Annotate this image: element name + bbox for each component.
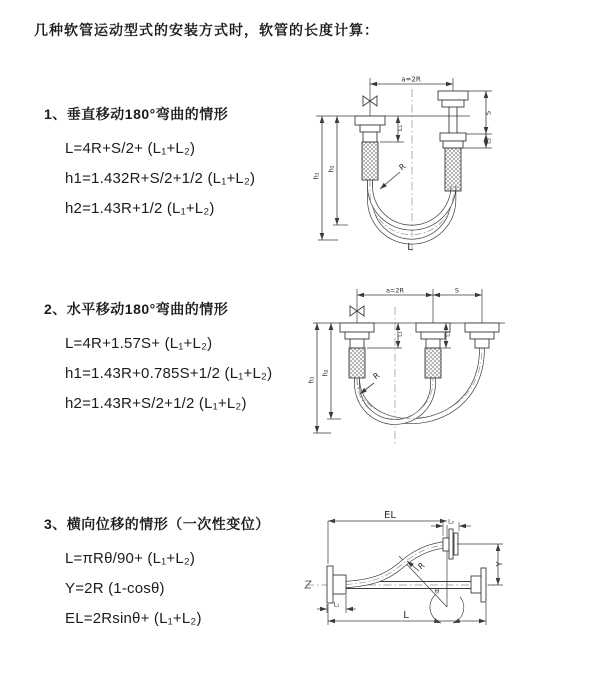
formula-EL: EL=2Rsinθ+ (L₁+L₂) bbox=[65, 610, 202, 627]
formula-L: L=πRθ/90+ (L₁+L₂) bbox=[65, 550, 196, 567]
radius-leader bbox=[380, 172, 400, 189]
right-pipe bbox=[449, 107, 457, 133]
middle-braid-section bbox=[425, 348, 441, 378]
formula-h1: h1=1.432R+S/2+1/2 (L₁+L₂) bbox=[65, 170, 256, 187]
top-fitting bbox=[443, 529, 458, 559]
section-1-heading: 1、垂直移动180°弯曲的情形 bbox=[44, 106, 229, 122]
formula-h2: h2=1.43R+S/2+1/2 (L₁+L₂) bbox=[65, 395, 247, 412]
radius-leader bbox=[360, 383, 374, 394]
right-fitting-lower bbox=[440, 133, 466, 148]
dim-label-h1: h₁ bbox=[312, 172, 321, 180]
centerline-break-mark bbox=[305, 581, 311, 588]
dim-label-y: Y bbox=[495, 561, 504, 567]
dim-label-h2: h₂ bbox=[321, 369, 330, 377]
section-3-heading: 3、横向位移的情形（一次性变位） bbox=[44, 516, 270, 532]
right-fitting bbox=[438, 91, 468, 107]
length-label: L bbox=[407, 242, 413, 253]
dim-label-l2: L₂ bbox=[444, 331, 452, 337]
radius-label: R bbox=[397, 161, 408, 173]
dim-label-l2: L₂ bbox=[485, 138, 493, 144]
radius-label: R bbox=[416, 560, 427, 572]
angle-arc-right bbox=[453, 597, 464, 623]
left-fitting bbox=[340, 323, 374, 348]
dim-label-h2: h₂ bbox=[327, 165, 336, 173]
formula-h2: h2=1.43R+1/2 (L₁+L₂) bbox=[65, 200, 215, 217]
radius-label: R bbox=[371, 370, 382, 382]
dim-label-span: a=2R bbox=[385, 286, 405, 295]
dim-label-l1: L₁ bbox=[396, 331, 404, 337]
dim-label-s: S bbox=[484, 110, 493, 116]
section-vertical-movement bbox=[44, 104, 344, 224]
length-label: L bbox=[403, 610, 409, 621]
hose-displaced-position bbox=[346, 545, 443, 585]
diagram-horizontal-180-bend bbox=[303, 281, 568, 456]
formula-h1: h1=1.43R+0.785S+1/2 (L₁+L₂) bbox=[65, 365, 273, 382]
right-fitting bbox=[471, 568, 486, 602]
right-fitting bbox=[465, 323, 499, 348]
formula-Y: Y=2R (1-cosθ) bbox=[65, 580, 165, 597]
left-fitting bbox=[327, 566, 346, 603]
diagram-lateral-displacement bbox=[298, 498, 598, 643]
dim-label-el: EL bbox=[384, 510, 396, 521]
dim-label-span: a=2R bbox=[401, 75, 421, 84]
extension-lines-top bbox=[357, 286, 482, 323]
angle-label: θ bbox=[434, 587, 440, 596]
formula-L: L=4R+1.57S+ (L₁+L₂) bbox=[65, 335, 213, 352]
right-braid-section bbox=[445, 148, 461, 191]
left-braid-section bbox=[362, 142, 378, 180]
dim-label-l1: L₁ bbox=[396, 124, 404, 132]
left-braid-section bbox=[349, 348, 365, 378]
left-fitting bbox=[355, 116, 385, 142]
dim-label-l2: L₂ bbox=[448, 518, 454, 526]
dim-label-l1: L₁ bbox=[333, 601, 340, 609]
section-2-heading: 2、水平移动180°弯曲的情形 bbox=[44, 301, 229, 317]
dim-label-h1: h₁ bbox=[307, 376, 316, 384]
diagram-vertical-180-bend bbox=[308, 73, 558, 253]
dim-label-s: S bbox=[454, 286, 460, 295]
section-horizontal-movement bbox=[44, 299, 344, 419]
hose-centerline-arc-displaced bbox=[357, 348, 482, 418]
page-title: 几种软管运动型式的安装方式时，软管的长度计算： bbox=[34, 22, 379, 38]
formula-L: L=4R+S/2+ (L₁+L₂) bbox=[65, 140, 196, 157]
